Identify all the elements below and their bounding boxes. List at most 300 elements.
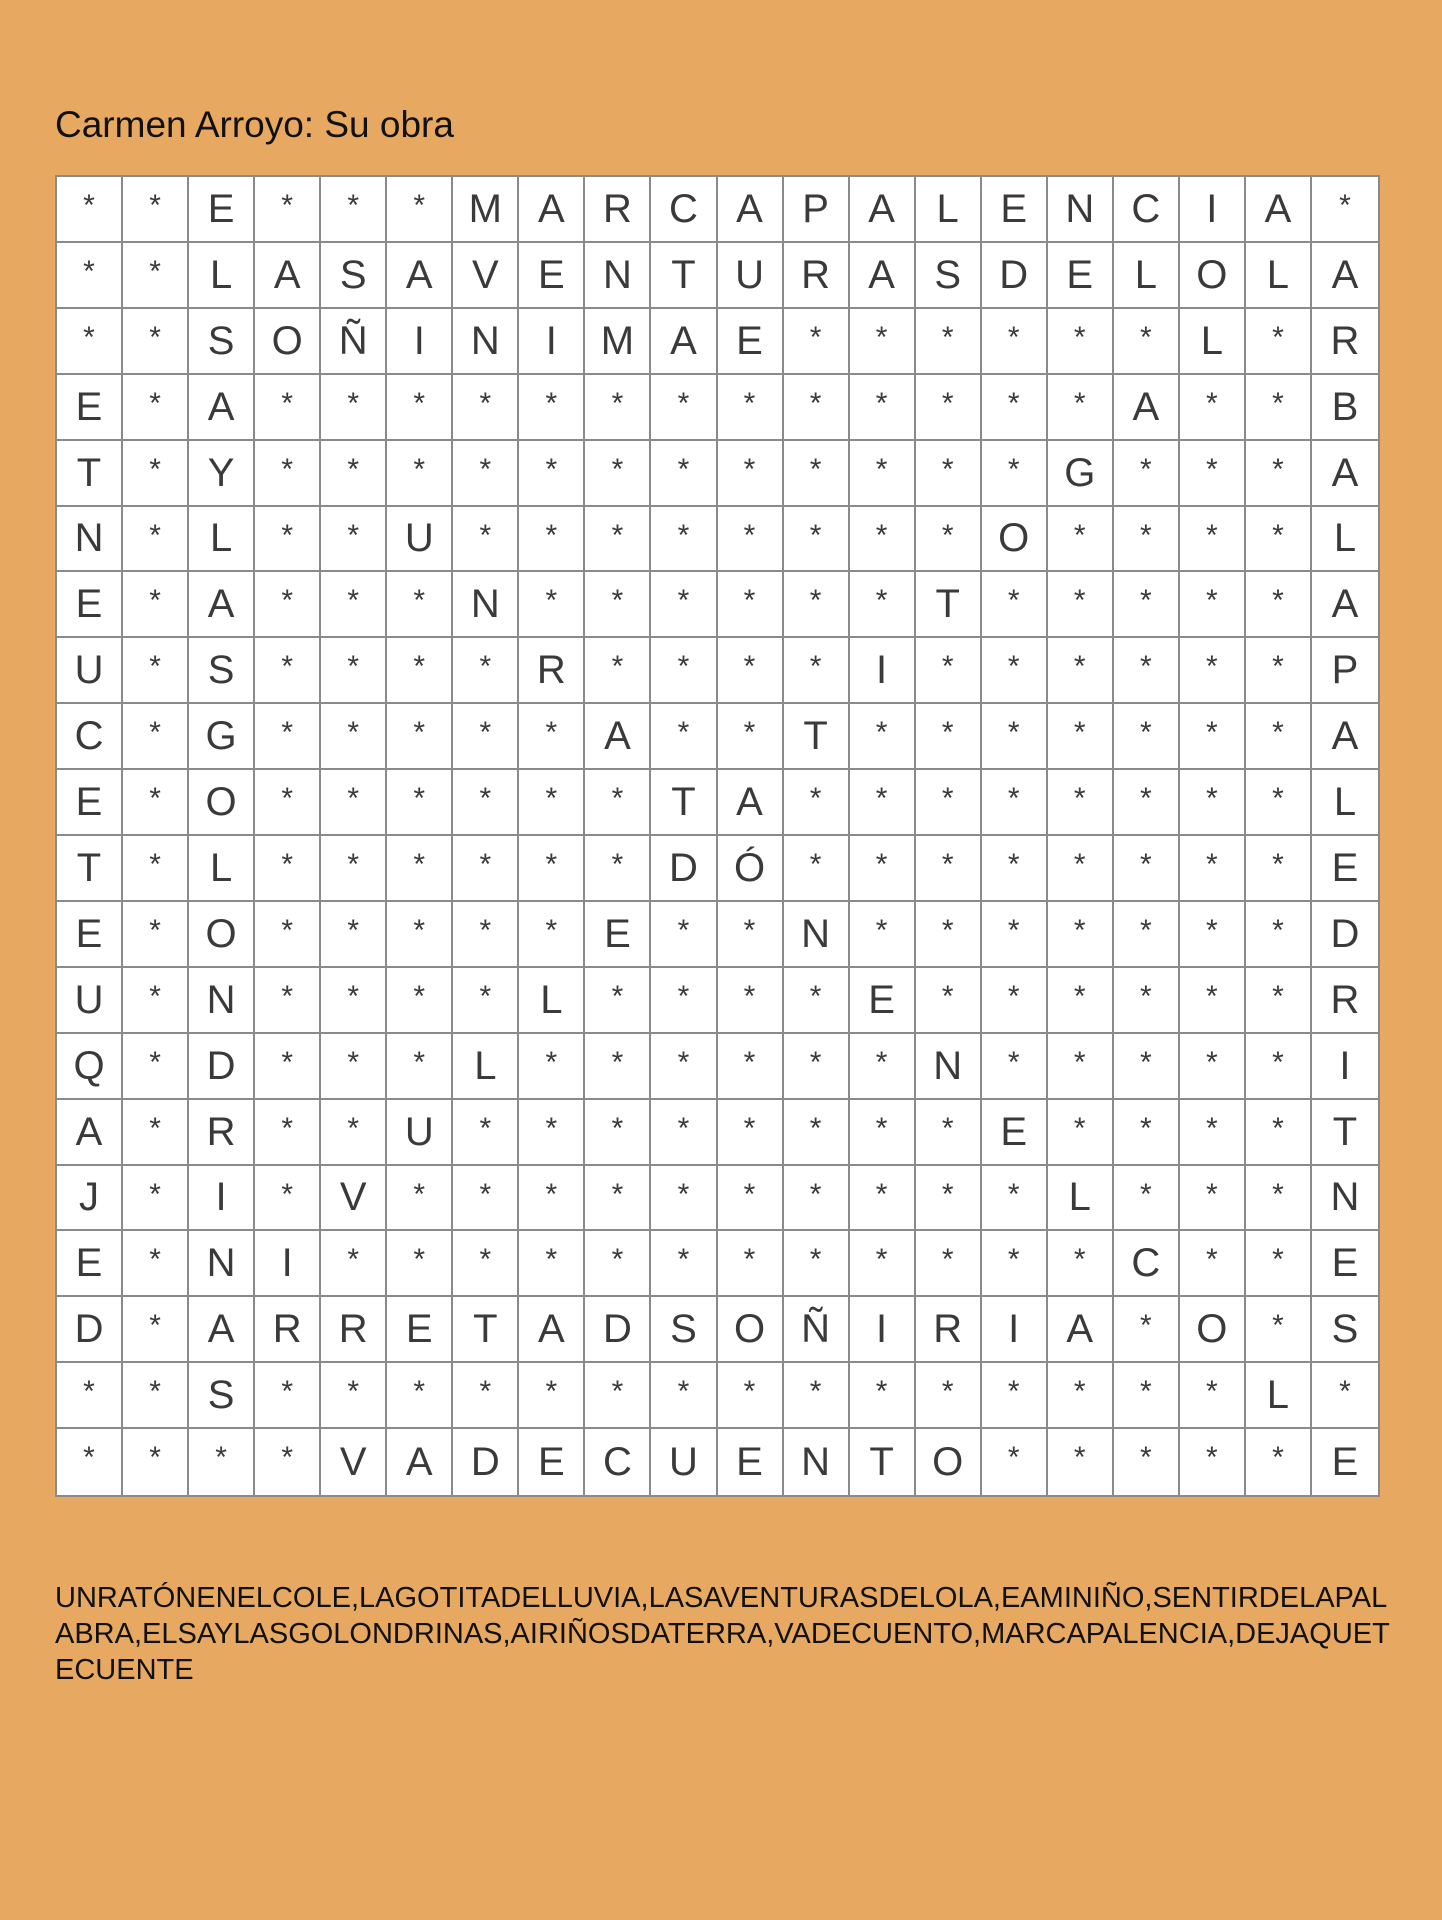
grid-cell[interactable]: * xyxy=(651,902,717,968)
grid-cell[interactable]: * xyxy=(1114,1429,1180,1495)
grid-cell[interactable]: A xyxy=(519,1297,585,1363)
grid-cell[interactable]: * xyxy=(916,836,982,902)
grid-cell[interactable]: * xyxy=(519,572,585,638)
grid-cell[interactable]: * xyxy=(916,441,982,507)
grid-cell[interactable]: * xyxy=(916,1100,982,1166)
grid-cell[interactable]: I xyxy=(850,638,916,704)
grid-cell[interactable]: T xyxy=(57,441,123,507)
grid-cell[interactable]: * xyxy=(1048,375,1114,441)
grid-cell[interactable]: * xyxy=(1048,309,1114,375)
grid-cell[interactable]: * xyxy=(585,1034,651,1100)
grid-cell[interactable]: * xyxy=(1048,704,1114,770)
grid-cell[interactable]: M xyxy=(453,177,519,243)
grid-cell[interactable]: O xyxy=(1180,1297,1246,1363)
grid-cell[interactable]: Ó xyxy=(718,836,784,902)
grid-cell[interactable]: * xyxy=(585,572,651,638)
grid-cell[interactable]: G xyxy=(189,704,255,770)
grid-cell[interactable]: P xyxy=(784,177,850,243)
grid-cell[interactable]: * xyxy=(519,836,585,902)
grid-cell[interactable]: * xyxy=(850,309,916,375)
grid-cell[interactable]: * xyxy=(916,638,982,704)
grid-cell[interactable]: R xyxy=(321,1297,387,1363)
grid-cell[interactable]: * xyxy=(1246,638,1312,704)
grid-cell[interactable]: T xyxy=(850,1429,916,1495)
grid-cell[interactable]: * xyxy=(718,704,784,770)
grid-cell[interactable]: * xyxy=(1180,375,1246,441)
grid-cell[interactable]: * xyxy=(585,1231,651,1297)
grid-cell[interactable]: N xyxy=(453,309,519,375)
grid-cell[interactable]: L xyxy=(1246,243,1312,309)
grid-cell[interactable]: L xyxy=(1048,1166,1114,1232)
grid-cell[interactable]: * xyxy=(1180,704,1246,770)
grid-cell[interactable]: C xyxy=(1114,177,1180,243)
grid-cell[interactable]: * xyxy=(1114,1166,1180,1232)
grid-cell[interactable]: * xyxy=(387,770,453,836)
grid-cell[interactable]: * xyxy=(321,375,387,441)
grid-cell[interactable]: * xyxy=(387,836,453,902)
grid-cell[interactable]: * xyxy=(321,770,387,836)
grid-cell[interactable]: * xyxy=(453,1166,519,1232)
grid-cell[interactable]: T xyxy=(651,770,717,836)
grid-cell[interactable]: C xyxy=(585,1429,651,1495)
grid-cell[interactable]: * xyxy=(123,507,189,573)
grid-cell[interactable]: O xyxy=(189,770,255,836)
grid-cell[interactable]: * xyxy=(519,770,585,836)
grid-cell[interactable]: * xyxy=(1048,572,1114,638)
grid-cell[interactable]: * xyxy=(387,1034,453,1100)
grid-cell[interactable]: * xyxy=(651,572,717,638)
grid-cell[interactable]: * xyxy=(123,968,189,1034)
grid-cell[interactable]: * xyxy=(1312,1363,1378,1429)
grid-cell[interactable]: * xyxy=(850,902,916,968)
grid-cell[interactable]: * xyxy=(453,902,519,968)
grid-cell[interactable]: * xyxy=(255,1166,321,1232)
grid-cell[interactable]: * xyxy=(1180,1100,1246,1166)
grid-cell[interactable]: T xyxy=(453,1297,519,1363)
grid-cell[interactable]: * xyxy=(718,1034,784,1100)
grid-cell[interactable]: * xyxy=(718,1363,784,1429)
grid-cell[interactable]: I xyxy=(1312,1034,1378,1100)
grid-cell[interactable]: * xyxy=(916,1363,982,1429)
grid-cell[interactable]: * xyxy=(1180,1034,1246,1100)
grid-cell[interactable]: Y xyxy=(189,441,255,507)
grid-cell[interactable]: * xyxy=(321,704,387,770)
grid-cell[interactable]: * xyxy=(850,507,916,573)
grid-cell[interactable]: * xyxy=(1048,836,1114,902)
grid-cell[interactable]: A xyxy=(718,770,784,836)
grid-cell[interactable]: S xyxy=(189,638,255,704)
grid-cell[interactable]: * xyxy=(387,968,453,1034)
grid-cell[interactable]: N xyxy=(916,1034,982,1100)
grid-cell[interactable]: * xyxy=(585,638,651,704)
grid-cell[interactable]: N xyxy=(784,1429,850,1495)
grid-cell[interactable]: * xyxy=(1114,902,1180,968)
grid-cell[interactable]: S xyxy=(321,243,387,309)
grid-cell[interactable]: * xyxy=(123,902,189,968)
grid-cell[interactable]: * xyxy=(1114,704,1180,770)
grid-cell[interactable]: * xyxy=(1114,638,1180,704)
grid-cell[interactable]: A xyxy=(387,243,453,309)
grid-cell[interactable]: * xyxy=(850,1231,916,1297)
grid-cell[interactable]: A xyxy=(850,243,916,309)
grid-cell[interactable]: * xyxy=(123,1297,189,1363)
grid-cell[interactable]: * xyxy=(651,968,717,1034)
grid-cell[interactable]: L xyxy=(189,243,255,309)
grid-cell[interactable]: G xyxy=(1048,441,1114,507)
grid-cell[interactable]: L xyxy=(189,836,255,902)
grid-cell[interactable]: * xyxy=(519,902,585,968)
grid-cell[interactable]: * xyxy=(982,1166,1048,1232)
grid-cell[interactable]: E xyxy=(57,902,123,968)
grid-cell[interactable]: V xyxy=(321,1429,387,1495)
grid-cell[interactable]: L xyxy=(1312,507,1378,573)
grid-cell[interactable]: * xyxy=(519,507,585,573)
grid-cell[interactable]: * xyxy=(387,572,453,638)
grid-cell[interactable]: E xyxy=(585,902,651,968)
grid-cell[interactable]: I xyxy=(519,309,585,375)
grid-cell[interactable]: * xyxy=(255,968,321,1034)
grid-cell[interactable]: * xyxy=(123,375,189,441)
grid-cell[interactable]: * xyxy=(982,441,1048,507)
grid-cell[interactable]: A xyxy=(189,572,255,638)
grid-cell[interactable]: R xyxy=(519,638,585,704)
grid-cell[interactable]: E xyxy=(519,243,585,309)
grid-cell[interactable]: * xyxy=(321,507,387,573)
grid-cell[interactable]: * xyxy=(1180,836,1246,902)
grid-cell[interactable]: * xyxy=(585,1166,651,1232)
grid-cell[interactable]: * xyxy=(123,1429,189,1495)
grid-cell[interactable]: * xyxy=(519,1100,585,1166)
grid-cell[interactable]: A xyxy=(1048,1297,1114,1363)
grid-cell[interactable]: * xyxy=(850,704,916,770)
grid-cell[interactable]: O xyxy=(718,1297,784,1363)
grid-cell[interactable]: * xyxy=(784,968,850,1034)
grid-cell[interactable]: R xyxy=(585,177,651,243)
grid-cell[interactable]: T xyxy=(784,704,850,770)
grid-cell[interactable]: * xyxy=(321,1231,387,1297)
grid-cell[interactable]: * xyxy=(1246,1297,1312,1363)
grid-cell[interactable]: V xyxy=(453,243,519,309)
grid-cell[interactable]: * xyxy=(453,441,519,507)
grid-cell[interactable]: * xyxy=(982,836,1048,902)
grid-cell[interactable]: S xyxy=(651,1297,717,1363)
grid-cell[interactable]: * xyxy=(982,309,1048,375)
grid-cell[interactable]: * xyxy=(916,309,982,375)
grid-cell[interactable]: * xyxy=(916,902,982,968)
grid-cell[interactable]: * xyxy=(387,177,453,243)
grid-cell[interactable]: * xyxy=(1114,507,1180,573)
grid-cell[interactable]: * xyxy=(1114,770,1180,836)
grid-cell[interactable]: R xyxy=(784,243,850,309)
grid-cell[interactable]: * xyxy=(123,177,189,243)
grid-cell[interactable]: * xyxy=(651,507,717,573)
grid-cell[interactable]: * xyxy=(255,704,321,770)
grid-cell[interactable]: * xyxy=(1180,441,1246,507)
grid-cell[interactable]: * xyxy=(519,1034,585,1100)
grid-cell[interactable]: * xyxy=(1048,902,1114,968)
grid-cell[interactable]: * xyxy=(1180,1231,1246,1297)
grid-cell[interactable]: N xyxy=(189,1231,255,1297)
grid-cell[interactable]: * xyxy=(784,507,850,573)
grid-cell[interactable]: O xyxy=(189,902,255,968)
grid-cell[interactable]: V xyxy=(321,1166,387,1232)
grid-cell[interactable]: * xyxy=(321,441,387,507)
grid-cell[interactable]: * xyxy=(453,968,519,1034)
grid-cell[interactable]: * xyxy=(850,572,916,638)
grid-cell[interactable]: E xyxy=(189,177,255,243)
grid-cell[interactable]: * xyxy=(784,1166,850,1232)
grid-cell[interactable]: * xyxy=(1246,1166,1312,1232)
grid-cell[interactable]: * xyxy=(387,441,453,507)
grid-cell[interactable]: E xyxy=(57,1231,123,1297)
grid-cell[interactable]: * xyxy=(453,375,519,441)
grid-cell[interactable]: E xyxy=(718,309,784,375)
grid-cell[interactable]: A xyxy=(519,177,585,243)
grid-cell[interactable]: N xyxy=(453,572,519,638)
grid-cell[interactable]: E xyxy=(982,1100,1048,1166)
grid-cell[interactable]: * xyxy=(255,1429,321,1495)
grid-cell[interactable]: * xyxy=(57,1429,123,1495)
grid-cell[interactable]: D xyxy=(453,1429,519,1495)
grid-cell[interactable]: T xyxy=(1312,1100,1378,1166)
grid-cell[interactable]: * xyxy=(255,770,321,836)
grid-cell[interactable]: L xyxy=(453,1034,519,1100)
grid-cell[interactable]: * xyxy=(585,375,651,441)
grid-cell[interactable]: C xyxy=(651,177,717,243)
grid-cell[interactable]: A xyxy=(585,704,651,770)
grid-cell[interactable]: * xyxy=(1246,836,1312,902)
grid-cell[interactable]: * xyxy=(1114,836,1180,902)
grid-cell[interactable]: * xyxy=(651,441,717,507)
grid-cell[interactable]: * xyxy=(1246,1231,1312,1297)
grid-cell[interactable]: * xyxy=(784,441,850,507)
grid-cell[interactable]: * xyxy=(718,968,784,1034)
grid-cell[interactable]: * xyxy=(1114,441,1180,507)
grid-cell[interactable]: A xyxy=(1246,177,1312,243)
grid-cell[interactable]: * xyxy=(982,770,1048,836)
grid-cell[interactable]: E xyxy=(1048,243,1114,309)
grid-cell[interactable]: * xyxy=(1180,507,1246,573)
grid-cell[interactable]: * xyxy=(123,770,189,836)
grid-cell[interactable]: I xyxy=(982,1297,1048,1363)
grid-cell[interactable]: * xyxy=(982,1363,1048,1429)
grid-cell[interactable]: * xyxy=(387,1166,453,1232)
grid-cell[interactable]: E xyxy=(1312,1231,1378,1297)
grid-cell[interactable]: D xyxy=(585,1297,651,1363)
grid-cell[interactable]: N xyxy=(1312,1166,1378,1232)
grid-cell[interactable]: * xyxy=(1246,968,1312,1034)
grid-cell[interactable]: Ñ xyxy=(784,1297,850,1363)
grid-cell[interactable]: * xyxy=(916,704,982,770)
grid-cell[interactable]: U xyxy=(57,968,123,1034)
grid-cell[interactable]: * xyxy=(1246,441,1312,507)
grid-cell[interactable]: U xyxy=(718,243,784,309)
grid-cell[interactable]: E xyxy=(718,1429,784,1495)
grid-cell[interactable]: A xyxy=(1114,375,1180,441)
grid-cell[interactable]: * xyxy=(387,1363,453,1429)
grid-cell[interactable]: * xyxy=(453,704,519,770)
grid-cell[interactable]: L xyxy=(1114,243,1180,309)
grid-cell[interactable]: * xyxy=(784,309,850,375)
grid-cell[interactable]: * xyxy=(651,638,717,704)
grid-cell[interactable]: R xyxy=(1312,968,1378,1034)
grid-cell[interactable]: A xyxy=(189,375,255,441)
grid-cell[interactable]: U xyxy=(57,638,123,704)
grid-cell[interactable]: * xyxy=(1114,572,1180,638)
grid-cell[interactable]: * xyxy=(1312,177,1378,243)
grid-cell[interactable]: L xyxy=(1246,1363,1312,1429)
grid-cell[interactable]: A xyxy=(850,177,916,243)
grid-cell[interactable]: * xyxy=(784,638,850,704)
grid-cell[interactable]: * xyxy=(718,572,784,638)
grid-cell[interactable]: L xyxy=(916,177,982,243)
grid-cell[interactable]: * xyxy=(1180,572,1246,638)
grid-cell[interactable]: B xyxy=(1312,375,1378,441)
grid-cell[interactable]: * xyxy=(718,1231,784,1297)
grid-cell[interactable]: * xyxy=(1048,968,1114,1034)
grid-cell[interactable]: E xyxy=(57,770,123,836)
grid-cell[interactable]: * xyxy=(1048,1034,1114,1100)
grid-cell[interactable]: * xyxy=(57,243,123,309)
grid-cell[interactable]: N xyxy=(57,507,123,573)
grid-cell[interactable]: * xyxy=(123,243,189,309)
grid-cell[interactable]: * xyxy=(718,375,784,441)
grid-cell[interactable]: * xyxy=(1114,1034,1180,1100)
grid-cell[interactable]: E xyxy=(1331,1440,1359,1485)
grid-cell[interactable]: * xyxy=(255,375,321,441)
grid-cell[interactable]: * xyxy=(982,572,1048,638)
grid-cell[interactable]: * xyxy=(784,1100,850,1166)
grid-cell[interactable]: * xyxy=(387,704,453,770)
grid-cell[interactable]: I xyxy=(1180,177,1246,243)
grid-cell[interactable]: * xyxy=(916,968,982,1034)
grid-cell[interactable]: R xyxy=(1312,309,1378,375)
grid-cell[interactable]: * xyxy=(321,177,387,243)
grid-cell[interactable]: E xyxy=(387,1297,453,1363)
grid-cell[interactable]: * xyxy=(784,1231,850,1297)
grid-cell[interactable]: * xyxy=(651,1363,717,1429)
grid-cell[interactable]: * xyxy=(123,1363,189,1429)
grid-cell[interactable]: N xyxy=(585,243,651,309)
grid-cell[interactable]: * xyxy=(321,1363,387,1429)
grid-cell[interactable]: I xyxy=(255,1231,321,1297)
grid-cell[interactable]: E xyxy=(57,572,123,638)
grid-cell[interactable]: * xyxy=(453,1363,519,1429)
grid-cell[interactable]: O xyxy=(255,309,321,375)
grid-cell[interactable]: C xyxy=(1114,1231,1180,1297)
grid-cell[interactable]: * xyxy=(387,902,453,968)
grid-cell[interactable]: * xyxy=(453,1100,519,1166)
grid-cell[interactable]: * xyxy=(123,572,189,638)
grid-cell[interactable]: I xyxy=(189,1166,255,1232)
grid-cell[interactable]: * xyxy=(255,1363,321,1429)
grid-cell[interactable]: * xyxy=(1180,1429,1246,1495)
grid-cell[interactable]: * xyxy=(982,704,1048,770)
grid-cell[interactable]: R xyxy=(916,1297,982,1363)
grid-cell[interactable]: * xyxy=(57,177,123,243)
grid-cell[interactable]: * xyxy=(651,1100,717,1166)
grid-cell[interactable]: A xyxy=(651,309,717,375)
grid-cell[interactable]: * xyxy=(1246,507,1312,573)
grid-cell[interactable]: * xyxy=(916,770,982,836)
grid-cell[interactable]: A xyxy=(1312,704,1378,770)
grid-cell[interactable]: * xyxy=(850,770,916,836)
grid-cell[interactable]: * xyxy=(1180,1363,1246,1429)
grid-cell[interactable]: * xyxy=(651,375,717,441)
grid-cell[interactable]: D xyxy=(982,243,1048,309)
grid-cell[interactable]: S xyxy=(189,1363,255,1429)
grid-cell[interactable]: * xyxy=(123,1166,189,1232)
grid-cell[interactable]: * xyxy=(453,638,519,704)
grid-cell[interactable]: E xyxy=(1312,836,1378,902)
grid-cell[interactable]: S xyxy=(189,309,255,375)
grid-cell[interactable]: C xyxy=(57,704,123,770)
grid-cell[interactable]: A xyxy=(1312,441,1378,507)
grid-cell[interactable]: M xyxy=(585,309,651,375)
grid-cell[interactable]: Ñ xyxy=(321,309,387,375)
grid-cell[interactable]: * xyxy=(321,968,387,1034)
grid-cell[interactable]: * xyxy=(850,1166,916,1232)
grid-cell[interactable]: * xyxy=(784,375,850,441)
grid-cell[interactable]: * xyxy=(982,1231,1048,1297)
grid-cell[interactable]: * xyxy=(850,836,916,902)
grid-cell[interactable]: * xyxy=(784,1363,850,1429)
grid-cell[interactable]: * xyxy=(1246,1429,1312,1495)
grid-cell[interactable]: * xyxy=(321,902,387,968)
grid-cell[interactable]: * xyxy=(1180,1166,1246,1232)
grid-cell[interactable]: * xyxy=(784,836,850,902)
grid-cell[interactable]: E xyxy=(850,968,916,1034)
grid-cell[interactable]: * xyxy=(255,1100,321,1166)
grid-cell[interactable]: * xyxy=(1246,309,1312,375)
grid-cell[interactable]: A xyxy=(387,1429,453,1495)
grid-cell[interactable]: * xyxy=(255,572,321,638)
grid-cell[interactable]: * xyxy=(519,1363,585,1429)
grid-cell[interactable]: * xyxy=(321,638,387,704)
grid-cell[interactable]: * xyxy=(718,1100,784,1166)
grid-cell[interactable]: * xyxy=(850,1363,916,1429)
grid-cell[interactable]: * xyxy=(255,507,321,573)
grid-cell[interactable]: * xyxy=(519,1231,585,1297)
grid-cell[interactable]: D xyxy=(189,1034,255,1100)
grid-cell[interactable]: * xyxy=(519,704,585,770)
grid-cell[interactable]: * xyxy=(519,441,585,507)
grid-cell[interactable]: * xyxy=(321,572,387,638)
grid-cell[interactable]: L xyxy=(1180,309,1246,375)
grid-cell[interactable]: * xyxy=(57,1363,123,1429)
grid-cell[interactable]: N xyxy=(1048,177,1114,243)
grid-cell[interactable]: * xyxy=(255,638,321,704)
grid-cell[interactable]: * xyxy=(982,1034,1048,1100)
grid-cell[interactable]: * xyxy=(916,507,982,573)
grid-cell[interactable]: A xyxy=(189,1297,255,1363)
grid-cell[interactable]: * xyxy=(1114,1100,1180,1166)
grid-cell[interactable]: * xyxy=(123,1100,189,1166)
grid-cell[interactable]: N xyxy=(784,902,850,968)
grid-cell[interactable]: U xyxy=(651,1429,717,1495)
grid-cell[interactable]: * xyxy=(387,638,453,704)
grid-cell[interactable]: * xyxy=(255,836,321,902)
grid-cell[interactable]: * xyxy=(1246,1034,1312,1100)
grid-cell[interactable]: * xyxy=(123,836,189,902)
grid-cell[interactable]: * xyxy=(784,1034,850,1100)
grid-cell[interactable]: * xyxy=(1246,902,1312,968)
grid-cell[interactable]: Q xyxy=(57,1034,123,1100)
grid-cell[interactable]: N xyxy=(189,968,255,1034)
grid-cell[interactable]: * xyxy=(982,375,1048,441)
grid-cell[interactable]: * xyxy=(321,1100,387,1166)
grid-cell[interactable]: I xyxy=(850,1297,916,1363)
